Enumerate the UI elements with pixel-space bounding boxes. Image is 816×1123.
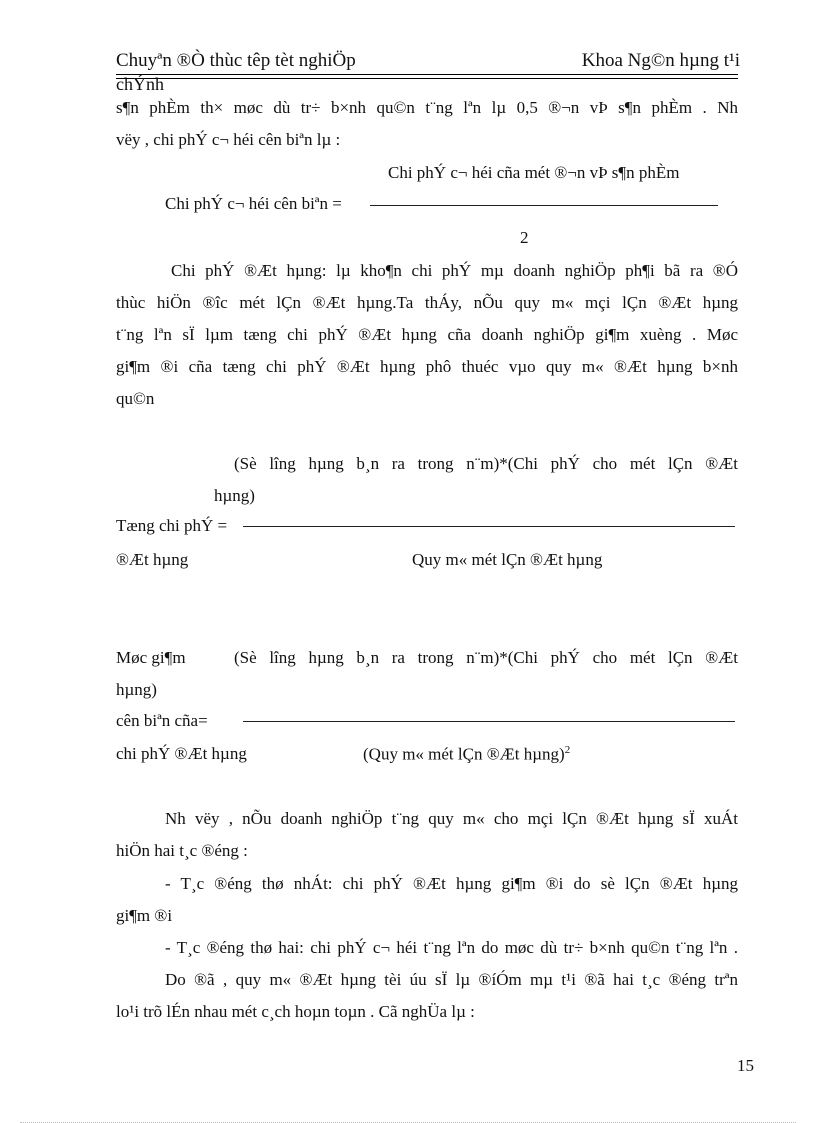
body-line: Do ®ã , quy m« ®Æt hµng tèi úu sÏ lµ ®íÓm mµ t¹i ®ã hai t¸c ®éng trªn	[165, 970, 738, 989]
body-line: qu©n	[116, 389, 155, 408]
formula1-fraction-bar	[370, 205, 718, 206]
body-line: vëy , chi phÝ c¬ héi cên biªn lµ :	[116, 130, 341, 149]
body-line: - T¸c ®éng thø hai: chi phÝ c¬ héi t¨ng lªn do møc dù tr÷ b×nh qu©n t¨ng lªn .	[165, 938, 738, 957]
formula2-numerator: (Sè lîng hµng b¸n ra trong n¨m)*(Chi phÝ cho mét lÇn ®Æt	[234, 454, 738, 473]
body-line: Chi phÝ ®Æt hµng: lµ kho¶n chi phÝ mµ doanh nghiÖp ph¶i bã ra ®Ó	[171, 261, 738, 280]
body-line: s¶n phÈm th× møc dù tr÷ b×nh qu©n t¨ng lªn lµ 0,5 ®¬n vÞ s¶n phÈm . Nh	[116, 98, 738, 117]
formula1-denominator: 2	[520, 228, 529, 247]
formula3-denominator: (Quy m« mét lÇn ®Æt hµng)$^2$	[363, 744, 571, 764]
page-number: 15	[737, 1056, 754, 1075]
header-continuation: chÝnh	[116, 74, 164, 94]
formula2-denominator: Quy m« mét lÇn ®Æt hµng	[412, 550, 603, 569]
formula2-label: Tæng chi phÝ =	[116, 516, 228, 535]
body-line: hiÖn hai t¸c ®éng :	[116, 841, 248, 860]
header-rule-bottom	[116, 78, 738, 79]
body-line: lo¹i trõ lÉn nhau mét c¸ch hoµn toµn . Cã nghÜa lµ :	[116, 1002, 475, 1021]
body-line: Nh vëy , nÕu doanh nghiÖp t¨ng quy m« cho mçi lÇn ®Æt hµng sÏ xuÁt	[165, 809, 738, 828]
formula3-label: Møc gi¶m	[116, 648, 186, 667]
formula3-label-cont: cên biªn cña=	[116, 711, 208, 730]
formula2-numerator-cont: hµng)	[214, 486, 255, 505]
formula3-fraction-bar	[243, 721, 735, 722]
body-line: gi¶m ®i cña tæng chi phÝ ®Æt hµng phô thuéc vµo quy m« ®Æt hµng b×nh	[116, 357, 738, 376]
formula3-label-cont2: chi phÝ ®Æt hµng	[116, 744, 247, 763]
header-left-title: Chuyªn ®Ò thùc têp tèt nghiÖp	[116, 50, 356, 71]
formula3-numerator-cont: hµng)	[116, 680, 157, 699]
formula2-fraction-bar	[243, 526, 735, 527]
body-line: thùc hiÖn ®îc mét lÇn ®Æt hµng.Ta thÁy, nÕu quy m« mçi lÇn ®Æt hµng	[116, 293, 738, 312]
header-rule-top	[116, 74, 738, 75]
header-right-title: Khoa Ng©n hµng t¹i	[581, 50, 740, 71]
body-line: t¨ng lªn sÏ lµm tæng chi phÝ ®Æt hµng cña doanh nghiÖp gi¶m xuèng . Møc	[116, 325, 738, 344]
body-line: gi¶m ®i	[116, 906, 173, 925]
formula3-numerator: (Sè lîng hµng b¸n ra trong n¨m)*(Chi phÝ cho mét lÇn ®Æt	[234, 648, 738, 667]
formula2-label-cont: ®Æt hµng	[116, 550, 189, 569]
formula3-exponent: 2	[564, 744, 571, 756]
body-line: - T¸c ®éng thø nhÁt: chi phÝ ®Æt hµng gi¶m ®i do sè lÇn ®Æt hµng	[165, 874, 738, 893]
formula1-numerator: Chi phÝ c¬ héi cña mét ®¬n vÞ s¶n phÈm	[388, 163, 680, 182]
formula1-label: Chi phÝ c¬ héi cên biªn =	[165, 194, 342, 213]
